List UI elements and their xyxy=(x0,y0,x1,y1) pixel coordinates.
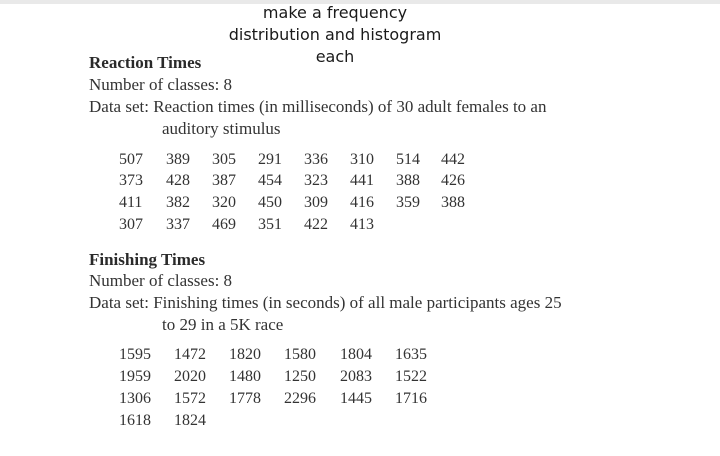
reaction-classes: Number of classes: 8 xyxy=(89,75,233,94)
note-line-1: make a frequency xyxy=(262,3,408,22)
finishing-value: 1572 xyxy=(174,390,206,407)
finishing-classes: Number of classes: 8 xyxy=(89,271,233,290)
finishing-value: 1635 xyxy=(395,346,427,363)
finishing-value: 1595 xyxy=(119,346,151,363)
reaction-value: 307 xyxy=(119,216,143,233)
reaction-value: 388 xyxy=(396,172,420,189)
finishing-value: 1472 xyxy=(174,346,206,363)
finishing-value: 1778 xyxy=(229,390,261,407)
reaction-value: 389 xyxy=(166,151,190,168)
reaction-value: 426 xyxy=(441,172,465,189)
reaction-value: 320 xyxy=(212,194,236,211)
reaction-value: 310 xyxy=(350,151,374,168)
reaction-times-title: Reaction Times xyxy=(89,53,202,72)
finishing-value: 2083 xyxy=(340,368,372,385)
reaction-value: 387 xyxy=(212,172,236,189)
finishing-value: 1716 xyxy=(395,390,427,407)
finishing-value: 2296 xyxy=(284,390,316,407)
reaction-value: 309 xyxy=(304,194,328,211)
reaction-value: 416 xyxy=(350,194,374,211)
reaction-value: 291 xyxy=(258,151,282,168)
finishing-value: 1580 xyxy=(284,346,316,363)
finishing-value: 1522 xyxy=(395,368,427,385)
reaction-value: 351 xyxy=(258,216,282,233)
finishing-dataset-line2: to 29 in a 5K race xyxy=(162,315,284,334)
note-line-2: distribution and histogram xyxy=(228,25,442,44)
reaction-value: 388 xyxy=(441,194,465,211)
reaction-value: 373 xyxy=(119,172,143,189)
reaction-value: 323 xyxy=(304,172,328,189)
reaction-dataset-line2: auditory stimulus xyxy=(162,119,281,138)
reaction-value: 411 xyxy=(119,194,143,211)
reaction-value: 469 xyxy=(212,216,236,233)
note-line-3: each xyxy=(315,47,355,66)
reaction-value: 507 xyxy=(119,151,143,168)
reaction-dataset-line1: Data set: Reaction times (in milliseconds) of 30 adult females to an xyxy=(89,97,547,116)
reaction-value: 359 xyxy=(396,194,420,211)
finishing-value: 1480 xyxy=(229,368,261,385)
reaction-value: 454 xyxy=(258,172,282,189)
reaction-value: 450 xyxy=(258,194,282,211)
reaction-value: 305 xyxy=(212,151,236,168)
finishing-value: 1445 xyxy=(340,390,372,407)
finishing-dataset-line1: Data set: Finishing times (in seconds) of all male participants ages 25 xyxy=(89,293,562,312)
reaction-value: 337 xyxy=(166,216,190,233)
finishing-times-title: Finishing Times xyxy=(89,250,206,269)
reaction-value: 428 xyxy=(166,172,190,189)
finishing-value: 1250 xyxy=(284,368,316,385)
finishing-value: 1820 xyxy=(229,346,261,363)
finishing-value: 2020 xyxy=(174,368,206,385)
handwritten-request-note xyxy=(200,2,470,68)
reaction-value: 413 xyxy=(350,216,374,233)
reaction-value: 514 xyxy=(396,151,420,168)
finishing-value: 1618 xyxy=(119,412,151,429)
reaction-value: 422 xyxy=(304,216,328,233)
finishing-value: 1306 xyxy=(119,390,151,407)
reaction-value: 382 xyxy=(166,194,190,211)
reaction-value: 442 xyxy=(441,151,465,168)
finishing-value: 1959 xyxy=(119,368,151,385)
finishing-value: 1824 xyxy=(174,412,206,429)
reaction-value: 441 xyxy=(350,172,374,189)
reaction-value: 336 xyxy=(304,151,328,168)
finishing-value: 1804 xyxy=(340,346,372,363)
